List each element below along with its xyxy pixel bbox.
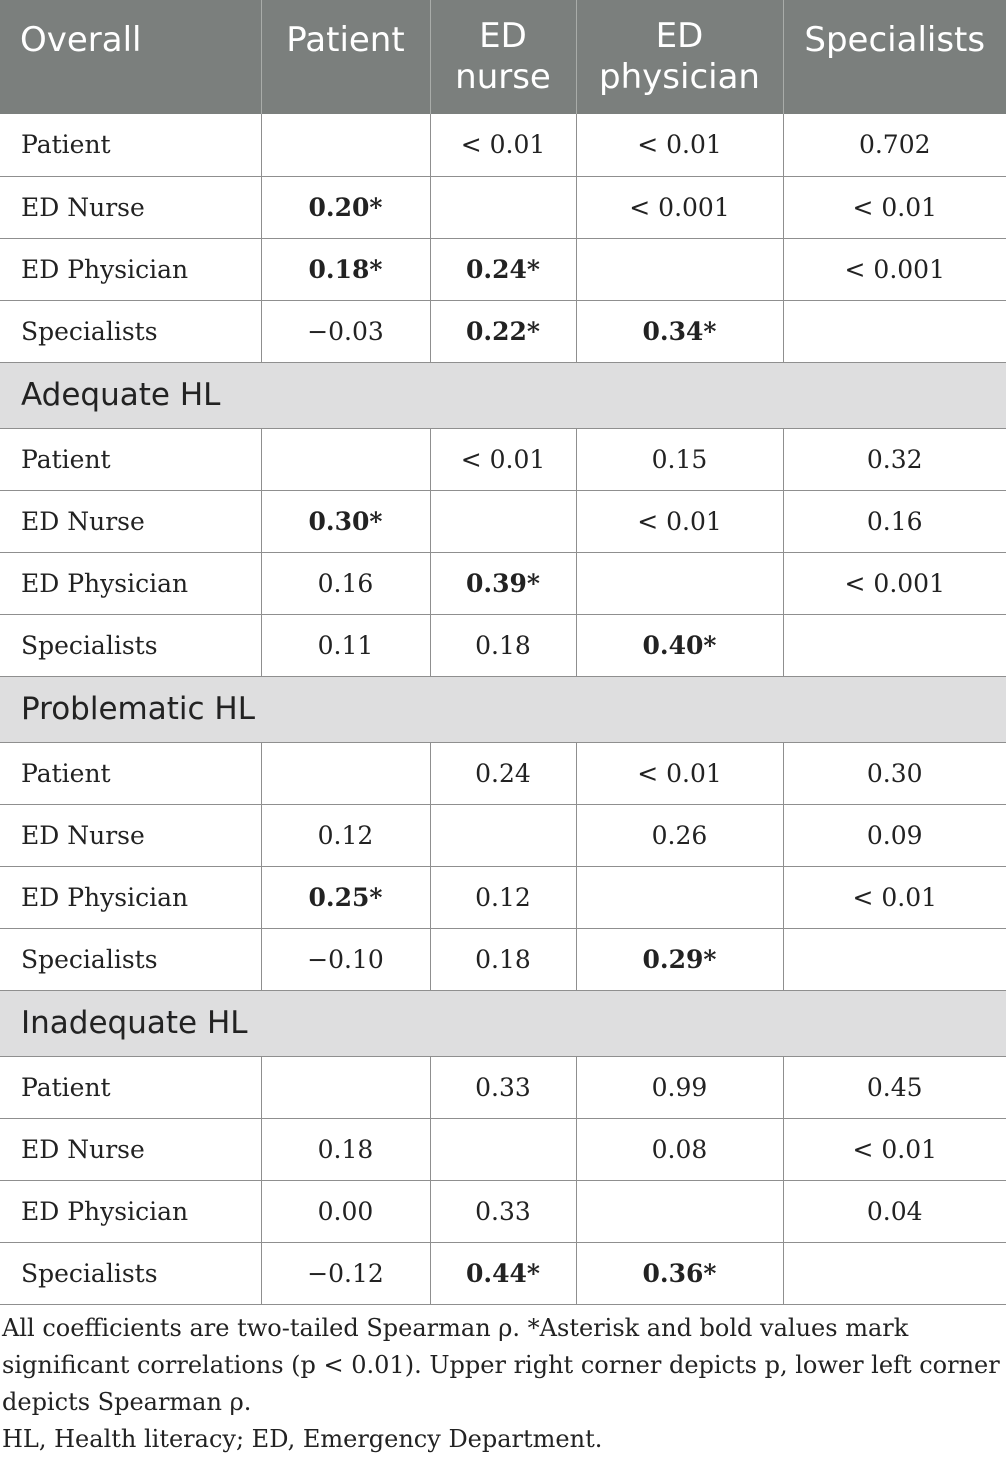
table-row: [0, 866, 1006, 928]
table-cell: [576, 1180, 783, 1242]
table-cell: [430, 804, 576, 866]
table-cell: 0.24*: [430, 238, 576, 300]
table-cell: −0.10: [261, 928, 430, 990]
row-label: ED Physician: [0, 238, 261, 300]
table-cell: 0.18: [430, 614, 576, 676]
table-cell: < 0.001: [783, 552, 1006, 614]
table-cell: [430, 490, 576, 552]
table-cell: 0.26: [576, 804, 783, 866]
table-cell: 0.36*: [576, 1242, 783, 1304]
table-cell: < 0.01: [576, 490, 783, 552]
row-label: Specialists: [0, 300, 261, 362]
table-cell: 0.08: [576, 1118, 783, 1180]
table-cell: < 0.01: [430, 114, 576, 176]
table-cell: 0.32: [783, 428, 1006, 490]
row-label: Specialists: [0, 928, 261, 990]
table-body: [0, 114, 1006, 1304]
table-cell: < 0.001: [576, 176, 783, 238]
row-label: ED Physician: [0, 552, 261, 614]
table-cell: 0.20*: [261, 176, 430, 238]
table-cell: 0.16: [783, 490, 1006, 552]
table-cell: [430, 176, 576, 238]
table-cell: 0.22*: [430, 300, 576, 362]
table-cell: 0.11: [261, 614, 430, 676]
footnote-line: HL, Health literacy; ED, Emergency Department.: [2, 1425, 603, 1453]
table-cell: 0.45: [783, 1056, 1006, 1118]
header-patient: Patient: [261, 0, 430, 114]
table-cell: 0.24: [430, 742, 576, 804]
table-cell: 0.40*: [576, 614, 783, 676]
table-cell: 0.25*: [261, 866, 430, 928]
table-cell: [261, 1056, 430, 1118]
table-row: [0, 1118, 1006, 1180]
table-row: [0, 300, 1006, 362]
table-cell: 0.33: [430, 1180, 576, 1242]
table-cell: 0.18*: [261, 238, 430, 300]
table-row: [0, 552, 1006, 614]
row-label: ED Physician: [0, 866, 261, 928]
row-label: Patient: [0, 114, 261, 176]
table-cell: 0.04: [783, 1180, 1006, 1242]
row-label: Specialists: [0, 614, 261, 676]
table-cell: [576, 866, 783, 928]
table-cell: 0.00: [261, 1180, 430, 1242]
table-row: [0, 490, 1006, 552]
row-label: Specialists: [0, 1242, 261, 1304]
footnote-line: All coefficients are two-tailed Spearman ρ. *Asterisk and bold values mark significant correlations (p < 0.01). Upper right corner depicts p, lower left corner depicts Spearman ρ.: [2, 1314, 1000, 1416]
table-cell: −0.03: [261, 300, 430, 362]
table-cell: < 0.01: [576, 742, 783, 804]
row-label: ED Nurse: [0, 490, 261, 552]
table-cell: [783, 928, 1006, 990]
row-label: Patient: [0, 1056, 261, 1118]
table-cell: [783, 614, 1006, 676]
table-row: [0, 238, 1006, 300]
table-cell: 0.99: [576, 1056, 783, 1118]
table-cell: 0.09: [783, 804, 1006, 866]
table-cell: < 0.01: [783, 176, 1006, 238]
table-cell: 0.30*: [261, 490, 430, 552]
row-label: Patient: [0, 742, 261, 804]
table-cell: [430, 1118, 576, 1180]
table-cell: 0.15: [576, 428, 783, 490]
table-row: [0, 176, 1006, 238]
table-cell: [576, 238, 783, 300]
table-row: [0, 114, 1006, 176]
table-cell: 0.34*: [576, 300, 783, 362]
table-cell: 0.30: [783, 742, 1006, 804]
table-cell: < 0.01: [783, 866, 1006, 928]
table-cell: 0.12: [430, 866, 576, 928]
header-ed-physician: ED physician: [576, 0, 783, 114]
table-cell: < 0.01: [430, 428, 576, 490]
row-label: ED Nurse: [0, 1118, 261, 1180]
table-cell: < 0.01: [783, 1118, 1006, 1180]
header-row: [0, 0, 1006, 114]
table-cell: 0.16: [261, 552, 430, 614]
table-cell: [261, 742, 430, 804]
table-cell: 0.44*: [430, 1242, 576, 1304]
table-cell: < 0.01: [576, 114, 783, 176]
section-row-inadequate-hl: [0, 990, 1006, 1056]
table-cell: 0.33: [430, 1056, 576, 1118]
row-label: ED Physician: [0, 1180, 261, 1242]
section-title: Adequate HL: [0, 362, 1006, 428]
section-row-adequate-hl: [0, 362, 1006, 428]
table-cell: −0.12: [261, 1242, 430, 1304]
table-row: [0, 1180, 1006, 1242]
table-cell: 0.12: [261, 804, 430, 866]
row-label: Patient: [0, 428, 261, 490]
table-row: [0, 928, 1006, 990]
header-specialists: Specialists: [783, 0, 1006, 114]
row-label: ED Nurse: [0, 804, 261, 866]
table-footnote: [2, 1310, 1002, 1458]
table-cell: [783, 300, 1006, 362]
table-row: [0, 1056, 1006, 1118]
table-row: [0, 428, 1006, 490]
table-cell: 0.39*: [430, 552, 576, 614]
header-ed-nurse: ED nurse: [430, 0, 576, 114]
section-title: Problematic HL: [0, 676, 1006, 742]
table-cell: 0.29*: [576, 928, 783, 990]
table-cell: < 0.001: [783, 238, 1006, 300]
table-row: [0, 804, 1006, 866]
header-overall: Overall: [0, 0, 261, 114]
row-label: ED Nurse: [0, 176, 261, 238]
table-cell: 0.18: [261, 1118, 430, 1180]
table-cell: [261, 114, 430, 176]
table-row: [0, 1242, 1006, 1304]
table-row: [0, 614, 1006, 676]
section-title: Inadequate HL: [0, 990, 1006, 1056]
table-cell: [576, 552, 783, 614]
table-cell: 0.702: [783, 114, 1006, 176]
table-row: [0, 742, 1006, 804]
table-cell: 0.18: [430, 928, 576, 990]
table-cell: [783, 1242, 1006, 1304]
table-cell: [261, 428, 430, 490]
section-row-problematic-hl: [0, 676, 1006, 742]
